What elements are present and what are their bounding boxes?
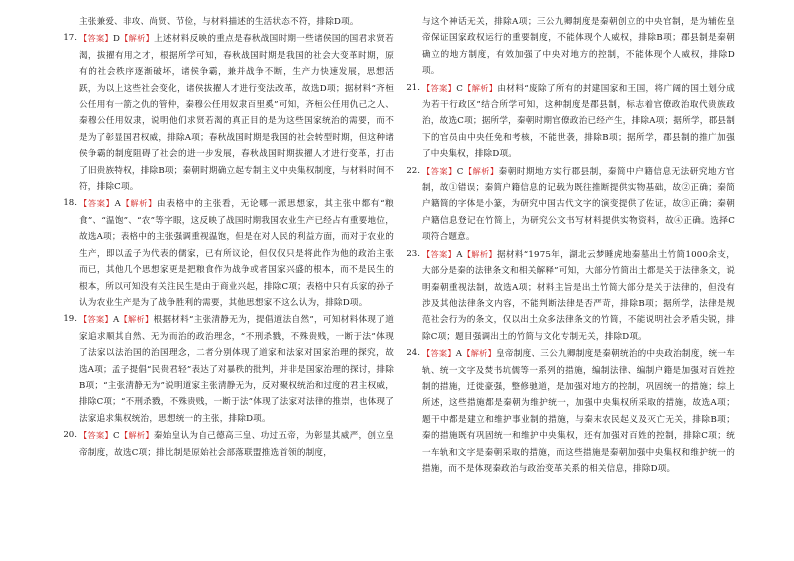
question-number: 18. <box>63 198 77 209</box>
question-number: 19. <box>63 314 77 325</box>
question-22 <box>405 163 735 246</box>
question-17 <box>62 30 394 195</box>
answer-tag: 【答案】 <box>79 198 115 209</box>
analysis-text: 由表格中的主张看，无论哪一派思想家，其主张中都有“粮食”、“温饱”、“农”等字眼，这反映了战国时期我国农业生产已经占有重要地位，故选A项；表格中的主张强调重视温饱，但是在对人民的利益方面，而对于农业的生产，即以孟子为代表的儒家，已有所议论，但仅仅只是将此作为他的政治主张而已，其他几个思想家更是把粮食作为战争或者国家兴盛的根本，而不是民生的根本，所以可知没有关注民生是由于商业兴起，排除C项；表格中只有兵家的孙子认为农业生产是为了战争胜利的需要，其他思想家不这么认为，排除D项。 <box>79 199 394 308</box>
analysis-text: 秦始皇认为自己德高三皇、功过五帝，为彰显其威严，创立皇帝制度，故选C项；排比制是原始社会部落联盟推选首领的制度， <box>79 431 394 458</box>
analysis-text: 根据材料“主张清静无为，提倡道法自然”，可知材料体现了道家追求顺其自然、无为而治的政治理念，“不刑杀戮，不殊贵贱，一断于法”体现了法家以法治国的治国理念，二者分别体现了道家和法家对国家治理的探究，故选A项；孟子提倡“民贵君轻”表达了对暴秩的批判，并非是国家治理的探讨，排除B项；“主张清静无为”说明道家主张清静无为，反对聚权统治和过度的君主权威，排除C项；“不刑杀戮，不殊贵贱，一断于法”体现了法家对法律的推崇，也体现了法家追求集权统治，思想统一的主张，排除D项。 <box>79 315 394 424</box>
answer-tag: 【答案】 <box>422 248 457 259</box>
question-number: 20. <box>63 430 77 441</box>
answer-tag: 【答案】 <box>422 82 457 93</box>
continuation-text: 主张兼爱、非攻、尚贤、节俭，与材料描述的生活状态不符，排除D项。 <box>79 17 359 27</box>
answer-letter: C <box>456 166 464 177</box>
analysis-tag: 【解析】 <box>463 165 499 176</box>
answer-tag: 【答案】 <box>422 348 456 359</box>
analysis-text: 秦朝时期地方实行郡县制，秦简中户籍信息无法研究地方官制，故①错误；秦简户籍信息的记载为既往推断提供实物基础，故②正确；秦简户籍简的字体是小篆，为研究中国古代文字的演变提供了佐证，故③正确；秦朝户籍信息登记在竹简上，为研究公文书写材料提供实物资料，故④正确。选择C项符合题意。 <box>422 166 735 243</box>
analysis-text: 由材料“废除了所有的封建国家和王国，将广阔的国土划分成为若干行政区”结合所学可知，这种制度是郡县制，标志着官僚政治取代贵族政治，故选C项；据所学，秦朝时期官僚政治已经产生，排除A项；据所学，郡县制下的官员由中央任免和考核，不能世袭，排除B项；据所学，郡县制的推广加强了中央集权，排除D项。 <box>422 83 735 160</box>
continuation-text: 与这个神话无关，排除A项；三公九卿制度是秦朝创立的中央官制，是为辅佐皇帝保证国家政权运行的重要制度，不能体现个人威权，排除B项；郡县制是秦朝确立的地方制度，有效加强了中央对地方的控制，不能体现个人威权，排除D项。 <box>422 17 735 77</box>
answer-tag: 【答案】 <box>79 430 113 441</box>
analysis-tag: 【解析】 <box>120 33 155 44</box>
question-18 <box>62 195 394 311</box>
question-23 <box>405 246 735 345</box>
analysis-tag: 【解析】 <box>462 348 497 359</box>
answer-letter: A <box>114 199 121 210</box>
answer-letter: D <box>112 34 121 45</box>
answer-letter: C <box>112 431 120 442</box>
analysis-tag: 【解析】 <box>120 198 158 209</box>
answer-letter: A <box>112 315 120 326</box>
analysis-tag: 【解析】 <box>463 82 498 93</box>
right-column <box>405 14 735 477</box>
analysis-tag: 【解析】 <box>462 248 497 259</box>
answer-tag: 【答案】 <box>79 314 113 325</box>
question-number: 22. <box>406 165 420 176</box>
question-19 <box>62 311 394 427</box>
question-21 <box>405 80 735 163</box>
answer-letter: C <box>456 83 464 94</box>
question-number: 24. <box>406 348 420 359</box>
left-column <box>62 14 394 461</box>
analysis-text: 皇帝制度、三公九卿制度是秦朝统治的中央政治制度，统一车轨、统一文字及焚书坑儒等一系列的措施，编制法律、编制户籍是加强对百姓控制的措施，迁徙豪强，整修驰道，是加强对地方的控制，巩固统一的措施；综上所述，这些措施都是秦朝为维护统一，加强中央集权所采取的措施，故选A项；题干中都是建立和维护事业制的措施，与秦末农民起义及灭亡无关，排除B项；秦的措施既有巩固统一和维护中央集权，还有加强对百姓的控制，排除C项；统一车轨和文字是秦朝采取的措施，而这些措施是秦朝加强中央集权和维护统一的措施，而不是体现秦政治与政治变革关系的相关信息，排除D项。 <box>422 349 735 474</box>
question-20 <box>62 427 394 461</box>
analysis-tag: 【解析】 <box>119 430 154 441</box>
analysis-text: 据材料“1975年，湖北云梦睡虎地秦墓出土竹简1000余支，大部分是秦的法律条文和相关解释”可知，大部分竹简出土都是关于法律条文，说明秦朝重视法制，故选A项；材料主旨是出土竹简大部分是关于法律的，但没有涉及其他法律条文内容，不能判断法律是否严苛，排除B项；据所学，法律是规范社会行为的条文，仅以出土众多法律条文的竹简，不能说明社会矛盾尖锐，排除C项；题目强调出土的竹简与文化专制无关，排除D项。 <box>422 249 735 342</box>
analysis-tag: 【解析】 <box>119 314 154 325</box>
analysis-text: 上述材料反映的重点是春秋战国时期一些诸侯国的国君求贤若渴，拔擢有用之才，根据所学可知，春秋战国时期是我国的社会大变革时期，原有的社会秩序逐渐破坏，诸侯争霸，兼并战争不断，生产力快速发展，思想活跃，为以上这些社会变化，诸侯拔擢人才进行变法改革，故选D项；据材料“齐桓公任用有一箭之仇的管仲，秦穆公任用奴隶百里奚”可知，齐桓公任用仇己之人、秦穆公任用奴隶，说明他们求贤若渴的真正目的是为这些国家统治的需要，而不是为了彰显国君权威，排除A项；春秋战国时期是我国的社会转型时期，但这种诸侯争霸的制度阻碍了社会的进一步发展，春秋战国时期拔擢人才进行变革，打击了旧贵族特权，排除B项；秦朝时期确立起专制主义中央集权制度，与材料时间不符，排除C项。 <box>79 34 394 193</box>
answer-letter: A <box>455 349 463 360</box>
answer-tag: 【答案】 <box>422 165 457 176</box>
question-24 <box>405 345 735 477</box>
question-number: 17. <box>63 33 77 44</box>
answer-tag: 【答案】 <box>79 33 113 44</box>
answer-letter: A <box>456 249 463 260</box>
question-number: 23. <box>406 248 420 259</box>
question-number: 21. <box>406 82 420 93</box>
